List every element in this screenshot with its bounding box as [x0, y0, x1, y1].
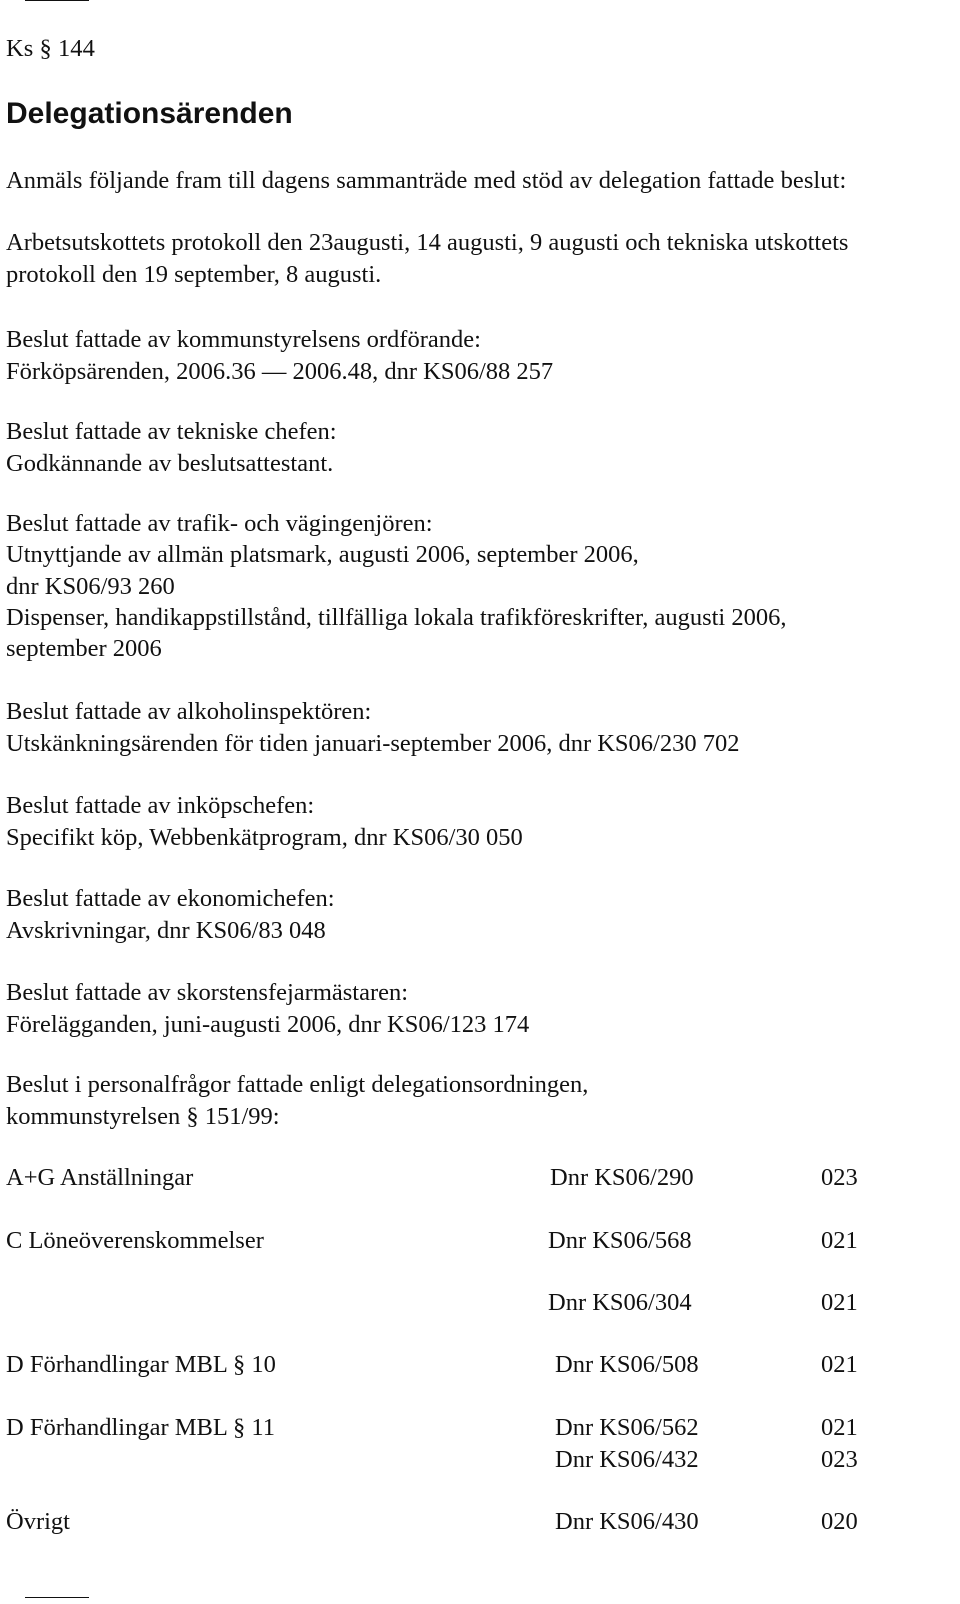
- row-code: 021: [821, 1351, 858, 1378]
- table-row: [6, 1507, 946, 1537]
- row-dnr: Dnr KS06/508: [555, 1351, 699, 1378]
- section-line: Utskänkningsärenden för tiden januari-september 2006, dnr KS06/230 702: [6, 730, 740, 757]
- row-code: 021: [821, 1414, 858, 1441]
- table-row: [6, 1288, 946, 1318]
- page-title: Delegationsärenden: [6, 97, 293, 130]
- personnel-line: kommunstyrelsen § 151/99:: [6, 1103, 280, 1130]
- row-label: C Löneöverenskommelser: [6, 1227, 264, 1254]
- row-label: D Förhandlingar MBL § 10: [6, 1351, 276, 1378]
- row-code: 023: [821, 1164, 858, 1191]
- table-row: [6, 1226, 946, 1256]
- intro-text: Anmäls följande fram till dagens sammanträde med stöd av delegation fattade beslut:: [6, 167, 847, 194]
- section-line: Specifikt köp, Webbenkätprogram, dnr KS06/30 050: [6, 824, 523, 851]
- row-dnr: Dnr KS06/304: [548, 1289, 692, 1316]
- row-dnr: Dnr KS06/290: [550, 1164, 694, 1191]
- personnel-line: Beslut i personalfrågor fattade enligt delegationsordningen,: [6, 1071, 589, 1098]
- table-row: [6, 1350, 946, 1380]
- bottom-rule: [25, 1597, 89, 1598]
- table-row: [6, 1413, 946, 1443]
- section-heading: Beslut fattade av tekniske chefen:: [6, 418, 337, 445]
- decision-section: [6, 977, 529, 1041]
- section-heading: Beslut fattade av kommunstyrelsens ordförande:: [6, 326, 481, 353]
- row-label: Övrigt: [6, 1508, 70, 1535]
- section-line: Godkännande av beslutsattestant.: [6, 450, 334, 477]
- section-line: september 2006: [6, 635, 162, 663]
- table-row: [6, 1163, 946, 1193]
- row-dnr: Dnr KS06/432: [555, 1446, 699, 1473]
- section-heading: Beslut fattade av ekonomichefen:: [6, 885, 335, 912]
- section-heading: Beslut fattade av skorstensfejarmästaren:: [6, 979, 409, 1006]
- decision-section: [6, 324, 553, 388]
- section-line: Förelägganden, juni-augusti 2006, dnr KS06/123 174: [6, 1011, 530, 1038]
- table-row: [6, 1445, 946, 1475]
- decision-section: [6, 416, 337, 480]
- row-dnr: Dnr KS06/568: [548, 1227, 692, 1254]
- decision-section: [6, 883, 335, 947]
- row-code: 021: [821, 1227, 858, 1254]
- section-heading: Beslut fattade av inköpschefen:: [6, 792, 315, 819]
- row-code: 023: [821, 1446, 858, 1473]
- section-line: Utnyttjande av allmän platsmark, augusti 2006, september 2006,: [6, 541, 639, 569]
- section-line: Förköpsärenden, 2006.36 — 2006.48, dnr KS06/88 257: [6, 358, 554, 385]
- decision-section: [6, 696, 739, 760]
- row-label: A+G Anställningar: [6, 1164, 194, 1191]
- decision-section: [6, 508, 786, 664]
- paragraph-reference: Ks § 144: [6, 35, 95, 62]
- personnel-paragraph: [6, 1069, 588, 1133]
- section-heading: Beslut fattade av alkoholinspektören:: [6, 698, 372, 725]
- protocols-line: protokoll den 19 september, 8 augusti.: [6, 261, 382, 288]
- row-dnr: Dnr KS06/430: [555, 1508, 699, 1535]
- section-line: Avskrivningar, dnr KS06/83 048: [6, 917, 326, 944]
- row-label: D Förhandlingar MBL § 11: [6, 1414, 276, 1441]
- section-line: dnr KS06/93 260: [6, 572, 175, 600]
- row-dnr: Dnr KS06/562: [555, 1414, 699, 1441]
- protocols-paragraph: [6, 227, 848, 291]
- decision-section: [6, 790, 523, 854]
- protocols-line: Arbetsutskottets protokoll den 23augusti, 14 augusti, 9 augusti och tekniska utskottets: [6, 229, 849, 256]
- section-line: Dispenser, handikappstillstånd, tillfälliga lokala trafikföreskrifter, augusti 2006,: [6, 603, 787, 631]
- row-code: 021: [821, 1289, 858, 1316]
- row-code: 020: [821, 1508, 858, 1535]
- section-heading: Beslut fattade av trafik- och vägingenjören:: [6, 510, 433, 537]
- top-rule: [25, 0, 89, 1]
